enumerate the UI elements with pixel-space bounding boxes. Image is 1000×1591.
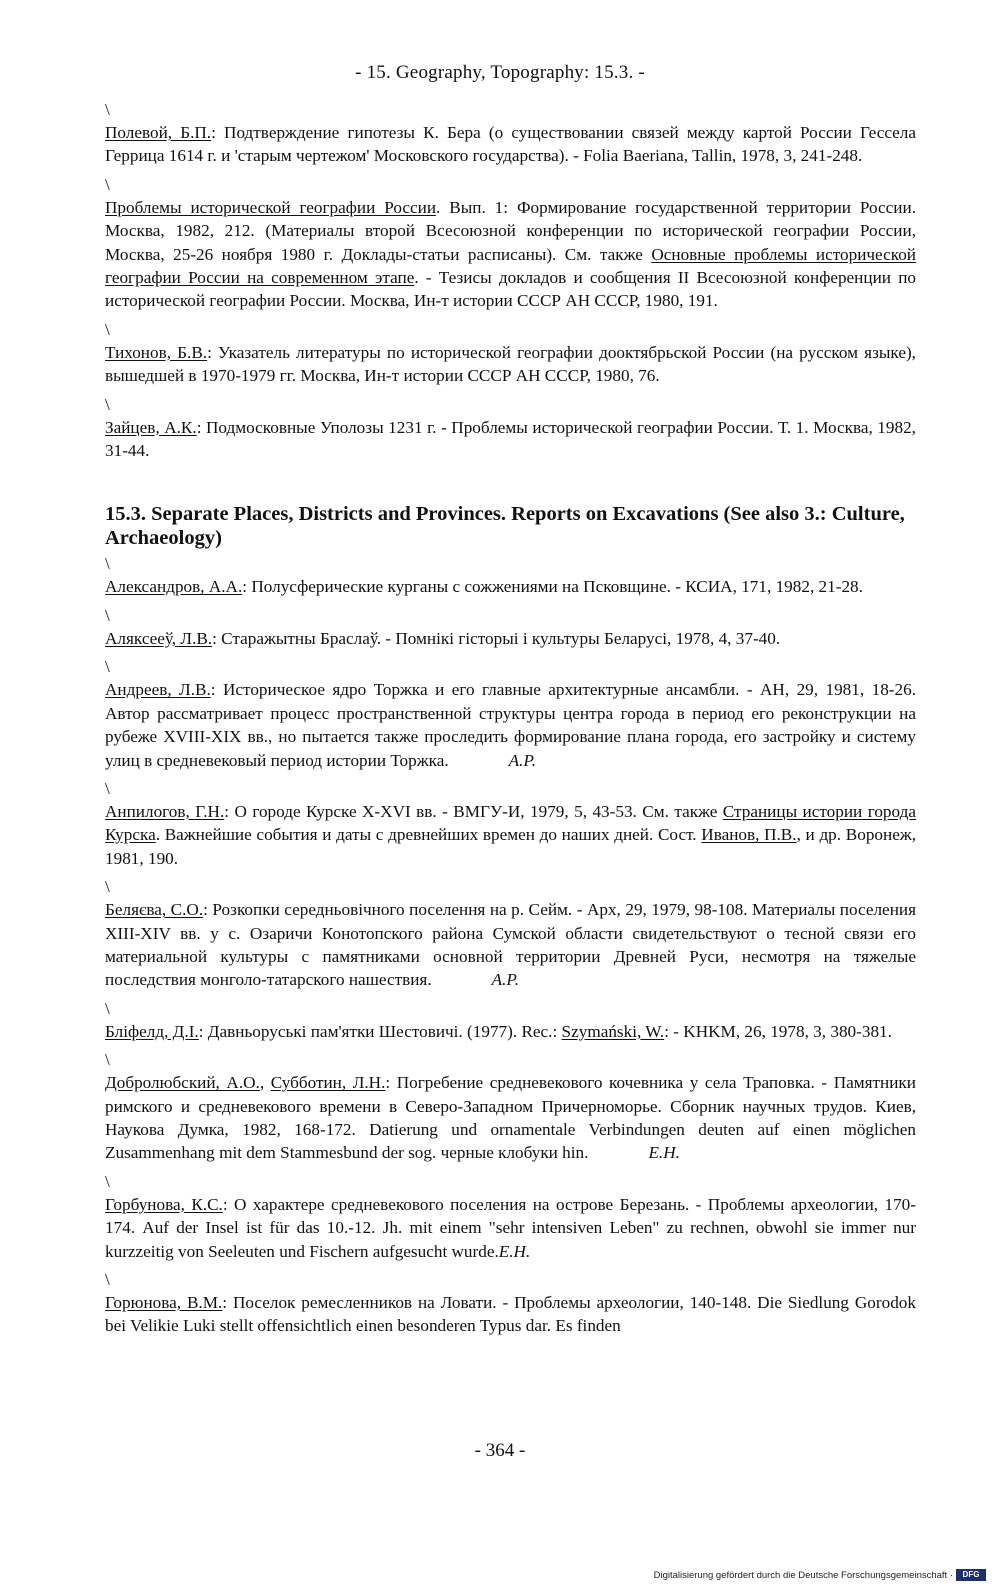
bibliography-content <box>105 98 916 1343</box>
entry-reviewer: Szymański, W. <box>561 1021 665 1041</box>
entry-text: . Вып. 1: Формирование государственной территории России. Москва, 1982, 212. (Материалы второй Всесоюзной конференции по исторической географии России, Москва, 25-26 ноября 1980 г. Доклады-статьи расписаны). См. также <box>105 197 916 264</box>
entry-text: : Подтверждение гипотезы К. Бера (о существовании связей между картой России Гессела Геррица 1614 г. и 'старым чертежом' Московского государства). - Folia Baeriana, Tallin, 1978, 3, 241-248. <box>105 123 916 166</box>
entry-text: , <box>259 1073 271 1093</box>
entry-text: : - KHKM, 26, 1978, 3, 380-381. <box>664 1021 892 1041</box>
entry-separator: \ <box>105 319 110 339</box>
entry-separator: \ <box>105 998 110 1018</box>
entry-author: Горбунова, К.С. <box>105 1194 223 1214</box>
entry-author: Александров, А.А. <box>105 577 243 597</box>
entry-title-underlined: Основные проблемы исторической географии России на современном этапе <box>105 244 917 288</box>
reviewer-initials: E.H. <box>648 1143 680 1163</box>
entry-separator: \ <box>105 554 110 574</box>
entry-separator: \ <box>105 394 110 414</box>
bibliography-entry <box>105 196 916 313</box>
entry-text: : Полусферические курганы с сожжениями на Псковщине. - КСИА, 171, 1982, 21-28. <box>242 577 863 597</box>
entry-author: Андреев, Л.В. <box>105 680 211 700</box>
entry-text: : Розкопки середньовічного поселення на р. Сейм. - Арх, 29, 1979, 98-108. Материалы поселения XIII-XIV вв. у с. Озаричи Конотопского района Сумской области свидетельствуют о тесной связи его материальной культуры с памятниками основной территории Древней Руси, несмотря на тяжелые последствия монголо-татарского нашествия. <box>105 900 916 990</box>
dfg-logo-icon: DFG <box>956 1569 986 1581</box>
bibliography-entry <box>105 121 916 168</box>
entry-separator: \ <box>105 778 110 798</box>
bibliography-entry <box>105 1193 916 1263</box>
reviewer-initials: E.H. <box>498 1241 531 1261</box>
bibliography-entry <box>105 1020 916 1043</box>
bibliography-entry <box>105 1071 916 1165</box>
entry-author: Добролюбский, А.О. <box>105 1073 260 1093</box>
entry-separator: \ <box>105 877 110 897</box>
entry-text: : О городе Курске X-XVI вв. - ВМГУ-И, 1979, 5, 43-53. См. также <box>224 801 723 821</box>
entry-text: : Историческое ядро Торжка и его главные архитектурные ансамбли. - АН, 29, 1981, 18-26. Автор рассматривает процесс пространственной структуры центра города в период его реконструкции на рубеже XVIII-XIX вв., но пытается также проследить формирование плана города, его застройку и систему улиц в средневековый период истории Торжка. <box>105 680 916 770</box>
entry-separator: \ <box>105 100 110 119</box>
entry-text: : Указатель литературы по исторической географии дооктябрьской России (на русском языке), вышедшей в 1970-1979 гг. Москва, Ин-т истории СССР АН СССР, 1980, 76. <box>105 342 916 386</box>
entry-text: . - Тезисы докладов и сообщения II Всесоюзной конференции по исторической географии России. Москва, Ин-т истории СССР АН СССР, 1980, 191. <box>105 268 916 311</box>
entry-separator: \ <box>105 174 110 194</box>
bibliography-entry <box>105 898 916 992</box>
bibliography-entry <box>105 1291 916 1338</box>
bibliography-entry <box>105 627 916 650</box>
reviewer-initials: A.P. <box>508 750 536 770</box>
entry-separator: \ <box>105 657 110 677</box>
entry-text: : Старажытны Браслаў. - Помнікі гісторыі і культуры Беларусі, 1978, 4, 37-40. <box>212 628 781 648</box>
bibliography-entry <box>105 416 916 463</box>
entry-author: Субботин, Л.Н. <box>270 1073 386 1093</box>
section-heading: 15.3. Separate Places, Districts and Provinces. Reports on Excavations (See also 3.: Culture, Archaeology) <box>105 503 905 550</box>
entry-text: : Поселок ремесленников на Ловати. - Проблемы археологии, 140-148. Die Siedlung Gorodok bei Velikie Luki stellt offensichtlich einen besonderen Typus dar. Es finden <box>105 1293 916 1336</box>
bibliography-entry <box>105 678 916 772</box>
entry-separator: \ <box>105 1050 110 1070</box>
entry-separator: \ <box>105 1270 110 1289</box>
entry-author: Зайцев, А.К. <box>105 417 197 437</box>
footer-text: Digitalisierung gefördert durch die Deutsche Forschungsgemeinschaft · <box>653 1569 953 1581</box>
entry-title-underlined: Проблемы исторической географии России <box>105 197 437 217</box>
entry-separator: \ <box>105 1171 110 1191</box>
running-header: - 15. Geography, Topography: 15.3. - <box>355 62 645 83</box>
bibliography-entry <box>105 575 916 598</box>
entry-author: Анпилогов, Г.Н. <box>105 801 225 821</box>
entry-text: : О характере средневекового поселения на острове Березань. - Проблемы археологии, 170-174. Auf der Insel ist für das 10.-12. Jh. mit einem "sehr intensiven Leben" zu rechnen, obwohl sie immer nur kurzzeitig von Seeleuten und Fischern aufgesucht wurde. <box>105 1194 916 1261</box>
entry-author: Беляєва, С.О. <box>105 900 204 920</box>
entry-author: Тихонов, Б.В. <box>105 342 208 362</box>
entry-text: : Давньоруські пам'ятки Шестовичі. (1977). Rec.: <box>198 1021 562 1041</box>
entry-author: Полевой, Б.П. <box>105 123 212 142</box>
bibliography-entry <box>105 800 916 870</box>
entry-author: Бліфелд, Д.І. <box>105 1021 199 1041</box>
bibliography-entry <box>105 341 916 388</box>
entry-separator: \ <box>105 605 110 625</box>
entry-author: Аляксееў, Л.В. <box>105 628 213 648</box>
page-number: - 364 - <box>474 1440 526 1461</box>
reviewer-initials: A.P. <box>491 970 519 990</box>
entry-author: Горюнова, В.М. <box>105 1293 223 1312</box>
entry-author: Иванов, П.В. <box>701 825 797 845</box>
digitization-footer <box>654 1569 986 1581</box>
entry-text: , и др. Воронеж, 1981, 190. <box>105 825 917 868</box>
entry-title-underlined: Страницы истории города Курска <box>105 801 916 845</box>
entry-text: : Подмосковные Уполозы 1231 г. - Проблемы исторической географии России. Т. 1. Москва, 1982, 31-44. <box>105 417 916 461</box>
entry-text: : Погребение средневекового кочевника у села Траповка. - Памятники римского и средневекового времени в Северо-Западном Причерноморье. Сборник научных трудов. Киев, Наукова Думка, 1982, 168-172. Datierung und ornamentale Verbindungen deuten auf einen möglichen Zusammenhang mit dem Stammesbund der sog. черные клобуки hin. <box>105 1073 916 1163</box>
entry-text: . Важнейшие события и даты с древнейших времен до наших дней. Сост. <box>155 825 702 845</box>
